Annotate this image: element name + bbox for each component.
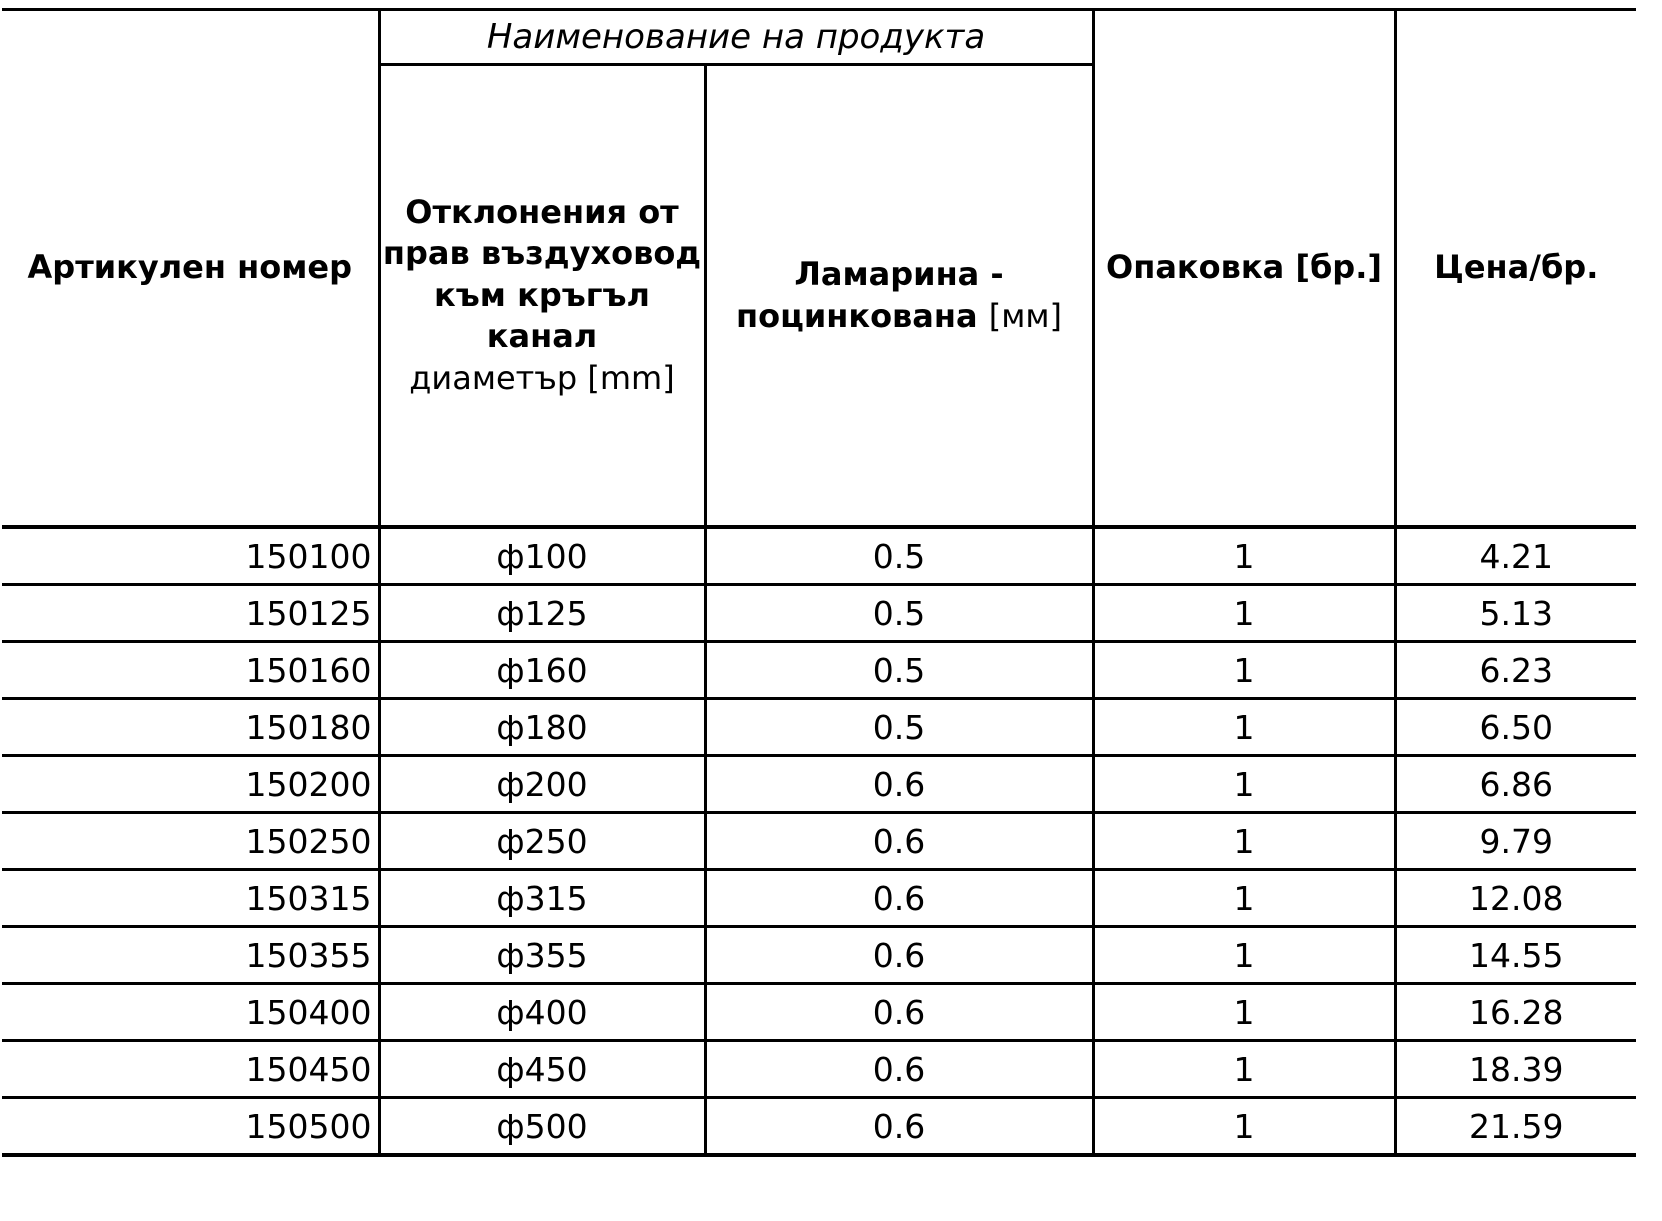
diameter-cell: ф125 (379, 585, 705, 642)
price-cell: 6.23 (1395, 642, 1636, 699)
table-body (2, 527, 1636, 1155)
table-row (2, 1098, 1636, 1156)
price-cell: 14.55 (1395, 927, 1636, 984)
diameter-cell: ф200 (379, 756, 705, 813)
diameter-cell: ф400 (379, 984, 705, 1041)
package-cell: 1 (1093, 870, 1395, 927)
article-number-cell: 150125 (2, 585, 379, 642)
diameter-cell: ф100 (379, 527, 705, 585)
sheet-thickness-cell: 0.6 (705, 927, 1093, 984)
price-cell: 16.28 (1395, 984, 1636, 1041)
table-header (2, 10, 1636, 528)
diameter-cell: ф500 (379, 1098, 705, 1156)
package-cell: 1 (1093, 756, 1395, 813)
sheet-thickness-cell: 0.5 (705, 527, 1093, 585)
diameter-cell: ф450 (379, 1041, 705, 1098)
package-cell: 1 (1093, 1098, 1395, 1156)
header-deviation (379, 65, 705, 527)
header-sheet-title: Ламарина - поцинкована (736, 255, 1004, 335)
header-deviation-title: Отклонения от прав въздуховод към кръгъл канал (382, 192, 702, 356)
price-cell: 6.50 (1395, 699, 1636, 756)
header-sheet-unit: [мм] (988, 296, 1062, 335)
header-article-number: Артикулен номер (2, 10, 379, 528)
package-cell: 1 (1093, 1041, 1395, 1098)
diameter-cell: ф315 (379, 870, 705, 927)
header-row-top (2, 10, 1636, 65)
header-sheet-metal (705, 65, 1093, 527)
article-number-cell: 150315 (2, 870, 379, 927)
package-cell: 1 (1093, 813, 1395, 870)
header-price: Цена/бр. (1395, 10, 1636, 528)
article-number-cell: 150250 (2, 813, 379, 870)
table-row (2, 1041, 1636, 1098)
table-row (2, 927, 1636, 984)
package-cell: 1 (1093, 984, 1395, 1041)
price-table (2, 8, 1636, 1157)
table-row (2, 527, 1636, 585)
price-cell: 18.39 (1395, 1041, 1636, 1098)
table-row (2, 813, 1636, 870)
header-deviation-unit: диаметър [mm] (409, 359, 675, 398)
article-number-cell: 150160 (2, 642, 379, 699)
sheet-thickness-cell: 0.5 (705, 642, 1093, 699)
sheet-thickness-cell: 0.6 (705, 984, 1093, 1041)
package-cell: 1 (1093, 642, 1395, 699)
diameter-cell: ф250 (379, 813, 705, 870)
diameter-cell: ф160 (379, 642, 705, 699)
price-cell: 6.86 (1395, 756, 1636, 813)
price-cell: 21.59 (1395, 1098, 1636, 1156)
diameter-cell: ф355 (379, 927, 705, 984)
header-package: Опаковка [бр.] (1093, 10, 1395, 528)
table-row (2, 870, 1636, 927)
sheet-thickness-cell: 0.6 (705, 756, 1093, 813)
article-number-cell: 150200 (2, 756, 379, 813)
header-product-name-group: Наименование на продукта (379, 10, 1093, 65)
sheet-thickness-cell: 0.6 (705, 1041, 1093, 1098)
package-cell: 1 (1093, 585, 1395, 642)
table-row (2, 984, 1636, 1041)
package-cell: 1 (1093, 699, 1395, 756)
price-cell: 4.21 (1395, 527, 1636, 585)
article-number-cell: 150400 (2, 984, 379, 1041)
package-cell: 1 (1093, 927, 1395, 984)
table-row (2, 699, 1636, 756)
article-number-cell: 150100 (2, 527, 379, 585)
article-number-cell: 150180 (2, 699, 379, 756)
table-row (2, 642, 1636, 699)
package-cell: 1 (1093, 527, 1395, 585)
price-cell: 12.08 (1395, 870, 1636, 927)
table-row (2, 585, 1636, 642)
article-number-cell: 150355 (2, 927, 379, 984)
price-cell: 5.13 (1395, 585, 1636, 642)
sheet-thickness-cell: 0.6 (705, 870, 1093, 927)
price-cell: 9.79 (1395, 813, 1636, 870)
sheet-thickness-cell: 0.5 (705, 585, 1093, 642)
diameter-cell: ф180 (379, 699, 705, 756)
sheet-thickness-cell: 0.6 (705, 813, 1093, 870)
article-number-cell: 150500 (2, 1098, 379, 1156)
article-number-cell: 150450 (2, 1041, 379, 1098)
sheet-thickness-cell: 0.6 (705, 1098, 1093, 1156)
sheet-thickness-cell: 0.5 (705, 699, 1093, 756)
table-row (2, 756, 1636, 813)
